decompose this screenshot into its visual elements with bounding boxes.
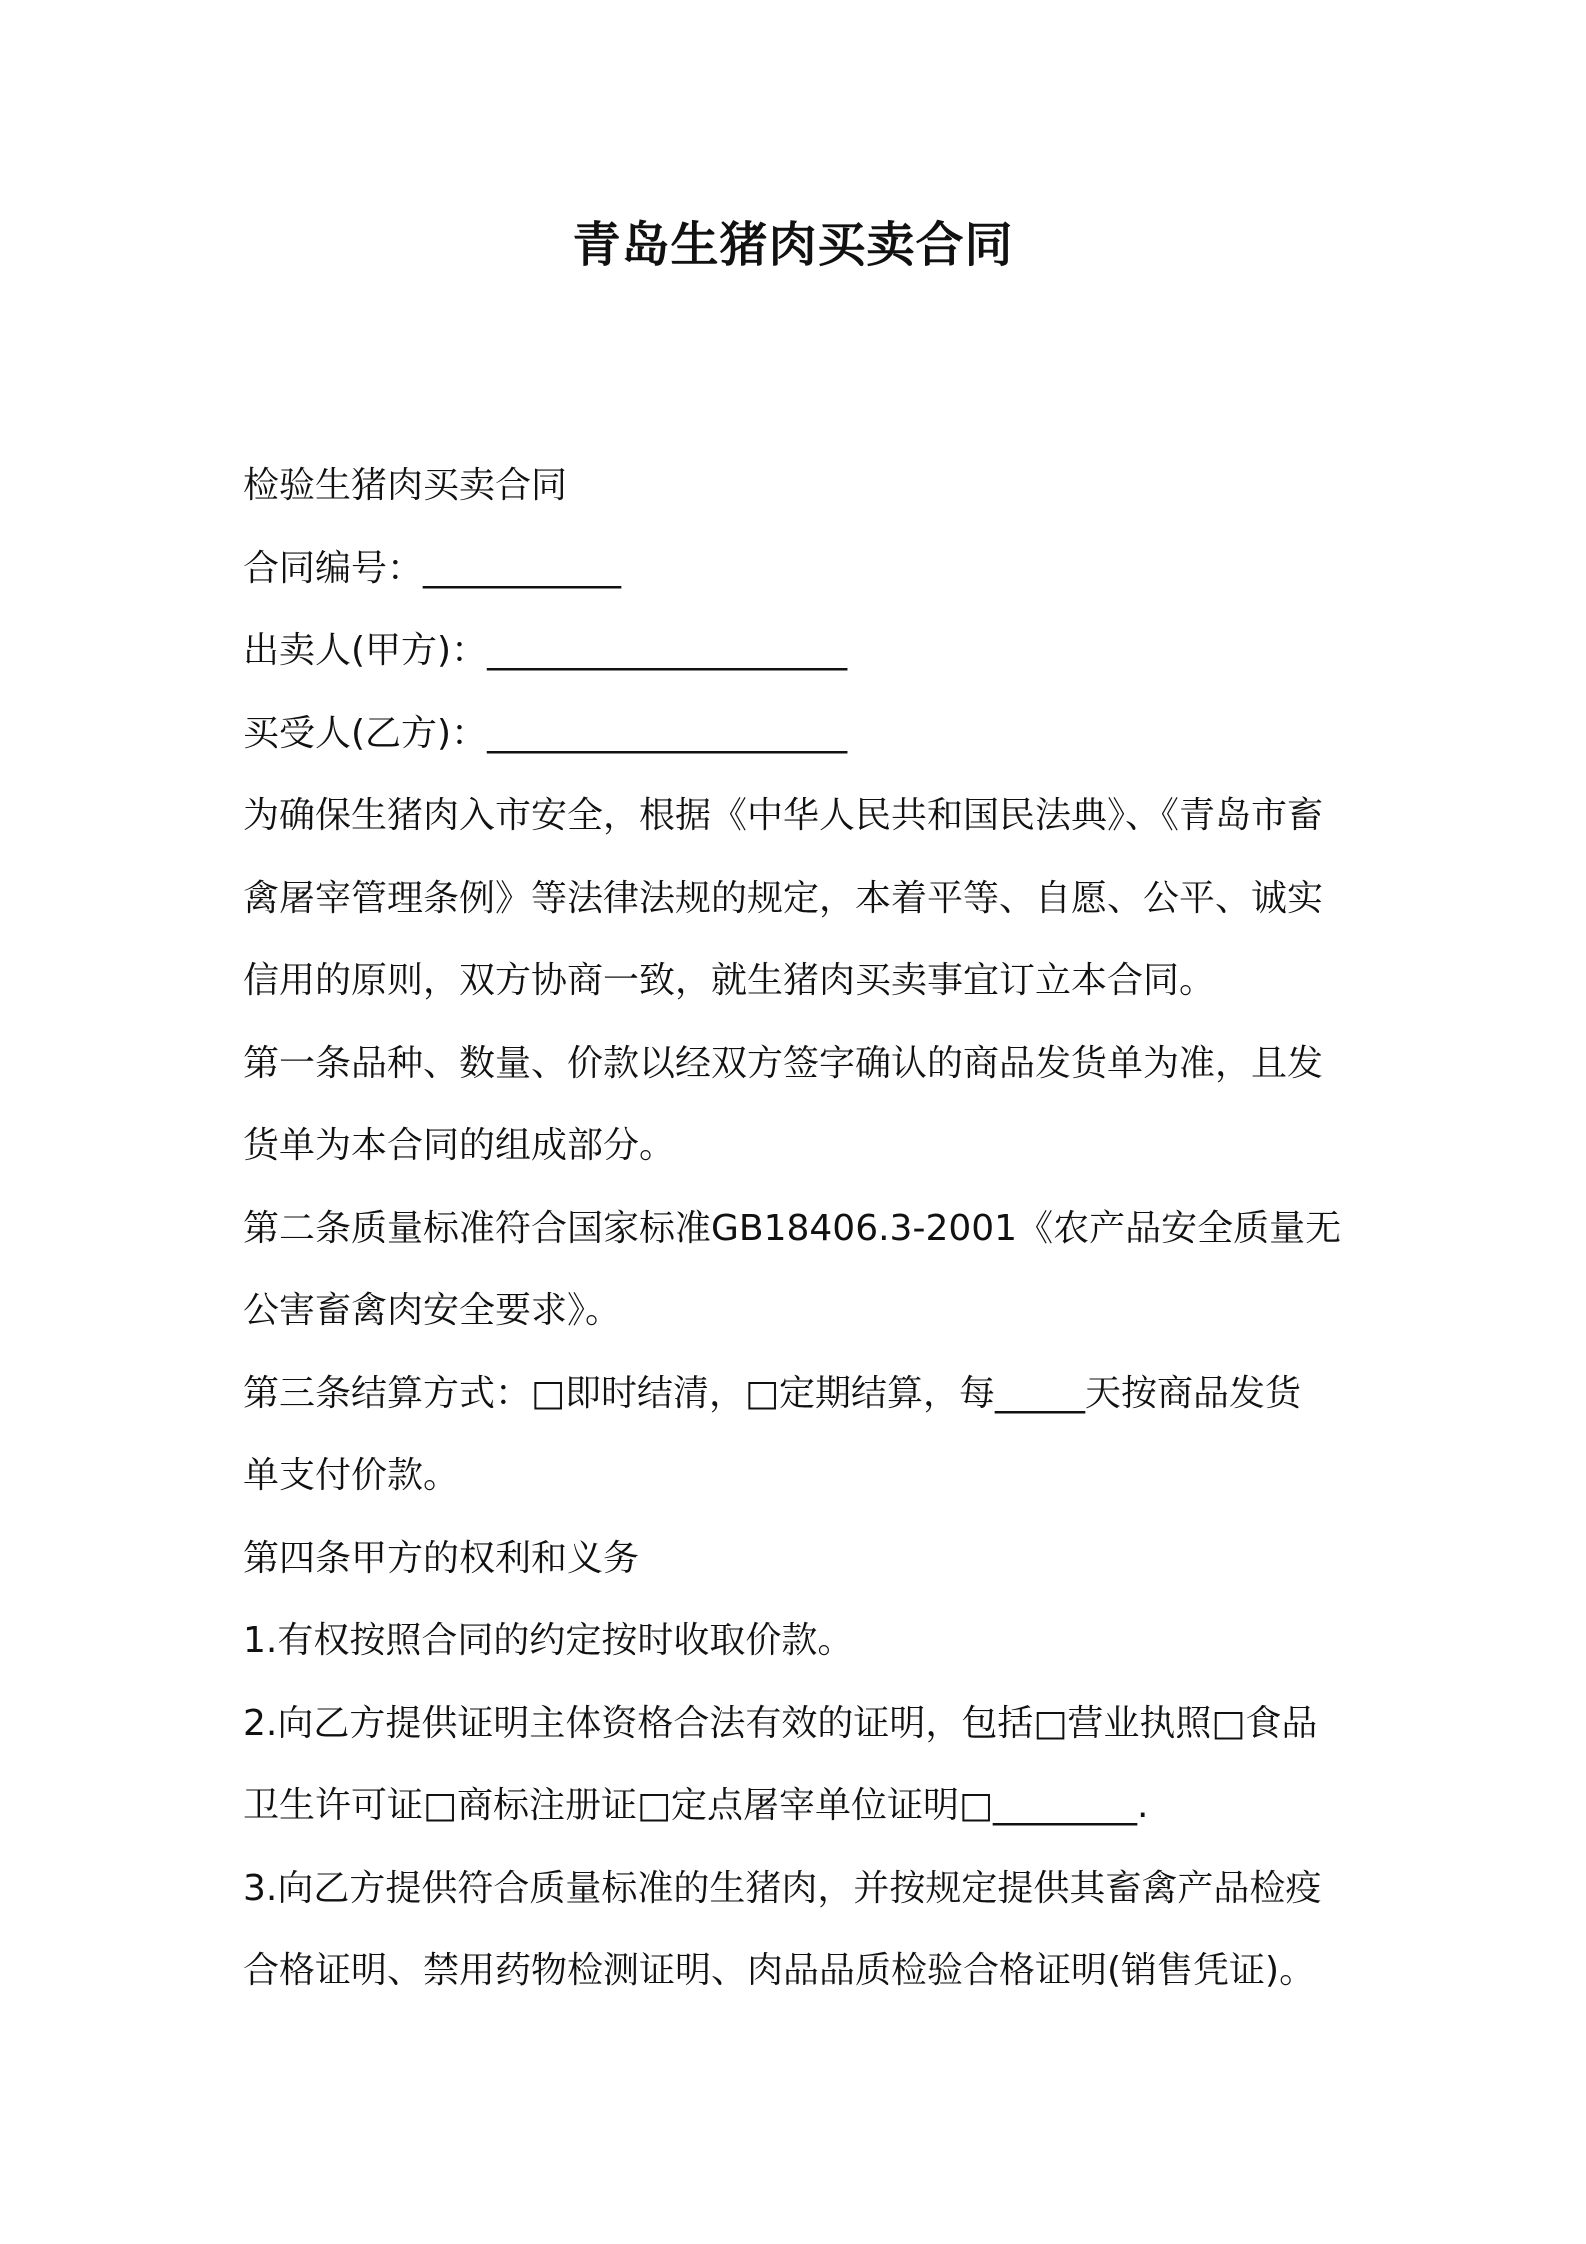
buyer-line: 买受人(乙方)：____________________ xyxy=(243,712,848,754)
preamble-line-1: 为确保生猪肉入市安全，根据《中华人民共和国民法典》、《青岛市畜 xyxy=(243,795,1324,836)
preamble-line-2: 禽屠宰管理条例》等法律法规的规定，本着平等、自愿、公平、诚实 xyxy=(243,877,1324,919)
article-4-heading: 第四条甲方的权利和义务 xyxy=(243,1537,640,1579)
article-3-line-2: 单支付价款。 xyxy=(243,1455,460,1496)
article-2-line-1: 第二条质量标准符合国家标准GB18406.3-2001《农产品安全质量无 xyxy=(243,1207,1342,1249)
preamble-line-3: 信用的原则，双方协商一致，就生猪肉买卖事宜订立本合同。 xyxy=(243,960,1216,1001)
document-body xyxy=(243,445,1363,2013)
article-4-item-3-line-2: 合格证明、禁用药物检测证明、肉品品质检验合格证明(销售凭证)。 xyxy=(243,1950,1316,1991)
article-4-item-2-line-2: 卫生许可证□商标注册证□定点屠宰单位证明□________. xyxy=(243,1785,1149,1826)
contract-number-line: 合同编号：___________ xyxy=(243,547,622,589)
document-title: 青岛生猪肉买卖合同 xyxy=(572,217,1014,273)
article-3-line-1: 第三条结算方式：□即时结清，□定期结算，每_____天按商品发货 xyxy=(243,1372,1302,1414)
article-4-item-1: 1.有权按照合同的约定按时收取价款。 xyxy=(243,1620,854,1661)
article-4-item-2-line-1: 2.向乙方提供证明主体资格合法有效的证明，包括□营业执照□食品 xyxy=(243,1702,1318,1744)
article-2-line-2: 公害畜禽肉安全要求》。 xyxy=(243,1290,622,1331)
article-1-line-1: 第一条品种、数量、价款以经双方签字确认的商品发货单为准，且发 xyxy=(243,1042,1324,1084)
article-4-item-3-line-1: 3.向乙方提供符合质量标准的生猪肉，并按规定提供其畜禽产品检疫 xyxy=(243,1867,1322,1909)
article-1-line-2: 货单为本合同的组成部分。 xyxy=(243,1125,676,1166)
subtitle-line: 检验生猪肉买卖合同 xyxy=(243,465,568,506)
seller-line: 出卖人(甲方)：____________________ xyxy=(243,630,848,671)
